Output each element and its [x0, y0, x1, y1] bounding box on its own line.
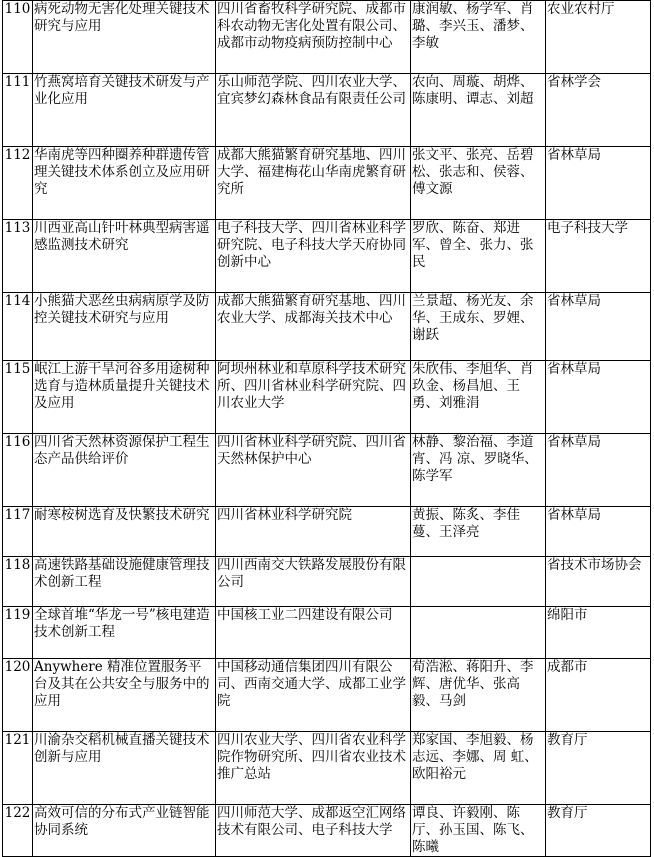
recommending-unit: 农业农村厅: [546, 1, 651, 74]
recommending-unit: 教育厅: [546, 732, 651, 805]
project-title: Anywhere 精准位置服务平台及其在公共安全与服务中的应用: [33, 659, 216, 732]
row-number: 119: [3, 607, 33, 659]
completing-people: 林静、黎治福、李道宵、冯 凉、罗晓华、陈学军: [411, 434, 546, 507]
project-title: 四川省天然林资源保护工程生态产品供给评价: [33, 434, 216, 507]
table-row: [3, 147, 651, 220]
completing-units: 阿坝州林业和草原科学技术研究所、四川省林业科学研究院、四川农业大学: [216, 361, 411, 434]
completing-people: 张文平、张亮、岳碧松、张志和、侯蓉、傅文源: [411, 147, 546, 220]
table-row: [3, 507, 651, 557]
table-row: [3, 659, 651, 732]
project-title: 病死动物无害化处理关键技术研究与应用: [33, 1, 216, 74]
project-title: 川渝杂交稻机械直播关键技术创新与应用: [33, 732, 216, 805]
completing-people: 农向、周璇、胡烨、陈康明、谭志、刘超: [411, 74, 546, 147]
recommending-unit: 省林草局: [546, 147, 651, 220]
completing-units: 成都大熊猫繁育研究基地、四川农业大学、成都海关技术中心: [216, 293, 411, 361]
recommending-unit: 省林草局: [546, 293, 651, 361]
row-number: 121: [3, 732, 33, 805]
completing-units: 乐山师范学院、四川农业大学、宜宾梦幻森林食品有限责任公司: [216, 74, 411, 147]
row-number: 120: [3, 659, 33, 732]
row-number: 112: [3, 147, 33, 220]
completing-people: 兰景超、杨光友、余华、王成东、罗娌、谢跃: [411, 293, 546, 361]
completing-people: [411, 557, 546, 607]
table-row: [3, 557, 651, 607]
recommending-unit: 省林学会: [546, 74, 651, 147]
recommending-unit: 绵阳市: [546, 607, 651, 659]
completing-units: 四川省畜牧科学研究院、成都市科农动物无害化处置有限公司、成都市动物疫病预防控制中心: [216, 1, 411, 74]
completing-units: 四川师范大学、成都返空汇网络技术有限公司、电子科技大学: [216, 805, 411, 857]
table-row: [3, 434, 651, 507]
completing-people: 荀浩淞、蒋阳升、李辉、唐优华、张高毅、马剑: [411, 659, 546, 732]
completing-people: 谭良、许毅刚、陈厅、孙玉国、陈飞、陈曦: [411, 805, 546, 857]
row-number: 110: [3, 1, 33, 74]
recommending-unit: 教育厅: [546, 805, 651, 857]
project-title: 华南虎等四种圈养种群遗传管理关键技术体系创立及应用研究: [33, 147, 216, 220]
recommending-unit: 省技术市场协会: [546, 557, 651, 607]
project-title: 川西亚高山针叶林典型病害遥感监测技术研究: [33, 220, 216, 293]
completing-units: 电子科技大学、四川省林业科学研究院、电子科技大学天府协同创新中心: [216, 220, 411, 293]
project-title: 耐寒桉树选育及快繁技术研究: [33, 507, 216, 557]
completing-people: [411, 607, 546, 659]
completing-units: 成都大熊猫繁育研究基地、四川大学、福建梅花山华南虎繁育研究所: [216, 147, 411, 220]
row-number: 114: [3, 293, 33, 361]
project-title: 岷江上游干旱河谷多用途树种选育与造林质量提升关键技术及应用: [33, 361, 216, 434]
project-title: 小熊猫犬恶丝虫病病原学及防控关键技术研究与应用: [33, 293, 216, 361]
recommending-unit: 省林草局: [546, 434, 651, 507]
project-title: 全球首堆“华龙一号”核电建造技术创新工程: [33, 607, 216, 659]
row-number: 111: [3, 74, 33, 147]
project-title: 高效可信的分布式产业链智能协同系统: [33, 805, 216, 857]
row-number: 117: [3, 507, 33, 557]
completing-people: 罗欣、陈奋、郑进军、曾全、张力、张民: [411, 220, 546, 293]
completing-units: 中国移动通信集团四川有限公司、西南交通大学、成都工业学院: [216, 659, 411, 732]
completing-people: 朱欣伟、李旭华、肖玖金、杨昌旭、王勇、刘雅涓: [411, 361, 546, 434]
table-row: [3, 732, 651, 805]
project-title: 竹燕窝培育关键技术研发与产业化应用: [33, 74, 216, 147]
completing-people: 郑家国、李旭毅、杨志远、李娜、周 虹、欧阳裕元: [411, 732, 546, 805]
recommending-unit: 省林草局: [546, 507, 651, 557]
awards-table: [2, 0, 651, 857]
table-row: [3, 220, 651, 293]
completing-units: 四川农业大学、四川省农业科学院作物研究所、四川省农业技术推广总站: [216, 732, 411, 805]
recommending-unit: 成都市: [546, 659, 651, 732]
table-row: [3, 1, 651, 74]
completing-units: 四川西南交大铁路发展股份有限公司: [216, 557, 411, 607]
recommending-unit: 省林草局: [546, 361, 651, 434]
completing-units: 四川省林业科学研究院、四川省天然林保护中心: [216, 434, 411, 507]
completing-units: 四川省林业科学研究院: [216, 507, 411, 557]
table-row: [3, 607, 651, 659]
table-row: [3, 293, 651, 361]
completing-units: 中国核工业二四建设有限公司: [216, 607, 411, 659]
row-number: 116: [3, 434, 33, 507]
completing-people: 黄振、陈炙、李佳蔓、王泽亮: [411, 507, 546, 557]
completing-people: 康润敏、杨学军、肖璐、李兴玉、潘梦、李敏: [411, 1, 546, 74]
project-title: 高速铁路基础设施健康管理技术创新工程: [33, 557, 216, 607]
table-body: [3, 1, 651, 857]
row-number: 118: [3, 557, 33, 607]
row-number: 115: [3, 361, 33, 434]
table-row: [3, 361, 651, 434]
row-number: 113: [3, 220, 33, 293]
table-row: [3, 805, 651, 857]
row-number: 122: [3, 805, 33, 857]
recommending-unit: 电子科技大学: [546, 220, 651, 293]
table-row: [3, 74, 651, 147]
